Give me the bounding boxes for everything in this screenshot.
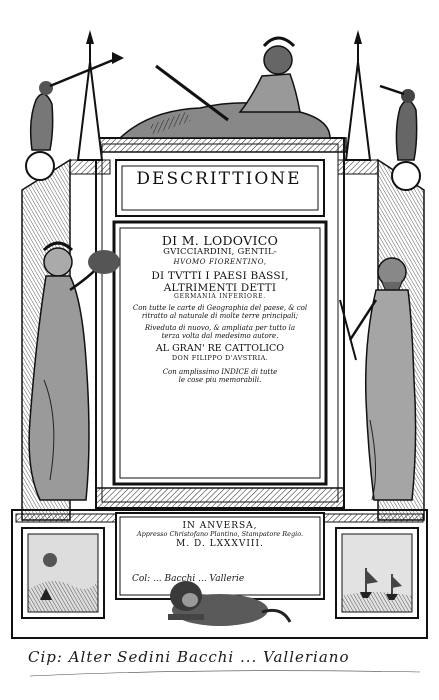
imprint-block (126, 521, 314, 549)
title-line-8: ritratto al naturale di molte terre principali; (141, 312, 299, 321)
title-line-5: ALTRIMENTI DETTI (163, 282, 277, 295)
right-ships-panel (336, 528, 418, 618)
title-line-6: GERMANIA INFERIORE. (173, 293, 266, 301)
handwritten-inscription-bottom: Cip: Alter Sedini Bacchi ... Valleriano (28, 648, 350, 666)
title-line-9: Riveduta di nuovo, & ampliata per tutto la (144, 324, 296, 333)
allegorical-figure-right (340, 258, 416, 500)
imprint-year: M. D. LXXXVIII. (176, 538, 264, 549)
reclining-figure-top (120, 38, 330, 138)
title-line-13: Con amplissimo INDICE di tutte (162, 367, 278, 376)
title-line-7: Con tutte le carte di Geographia del paese, & col (132, 304, 308, 313)
title-line-14: le cose piu memorabili. (178, 375, 262, 384)
heading-text: DESCRITTIONE (136, 169, 302, 189)
title-line-10: terza volta dal medesimo autore. (161, 332, 279, 341)
left-landscape-panel (22, 528, 104, 618)
heading-descrittione (118, 170, 320, 190)
handwritten-inscription-panel: Col: ... Bacchi ... Vallerie (132, 574, 245, 584)
imprint-city: IN ANVERSA, (182, 521, 258, 531)
title-line-4: DI TVTTI I PAESI BASSI, (151, 270, 289, 283)
title-line-3: HVOMO FIORENTINO, (173, 258, 267, 267)
title-line-11: AL GRAN' RE CATTOLICO (155, 343, 285, 355)
imprint-printer: Appresso Christofano Plantino, Stampatore Regio. (136, 530, 304, 539)
title-line-2: GVICCIARDINI, GENTIL- (163, 247, 277, 258)
title-line-12: DON FILIPPO D'AVSTRIA. (171, 354, 269, 363)
main-title-panel (124, 232, 316, 474)
title-line-1: DI M. LODOVICO (161, 233, 279, 248)
